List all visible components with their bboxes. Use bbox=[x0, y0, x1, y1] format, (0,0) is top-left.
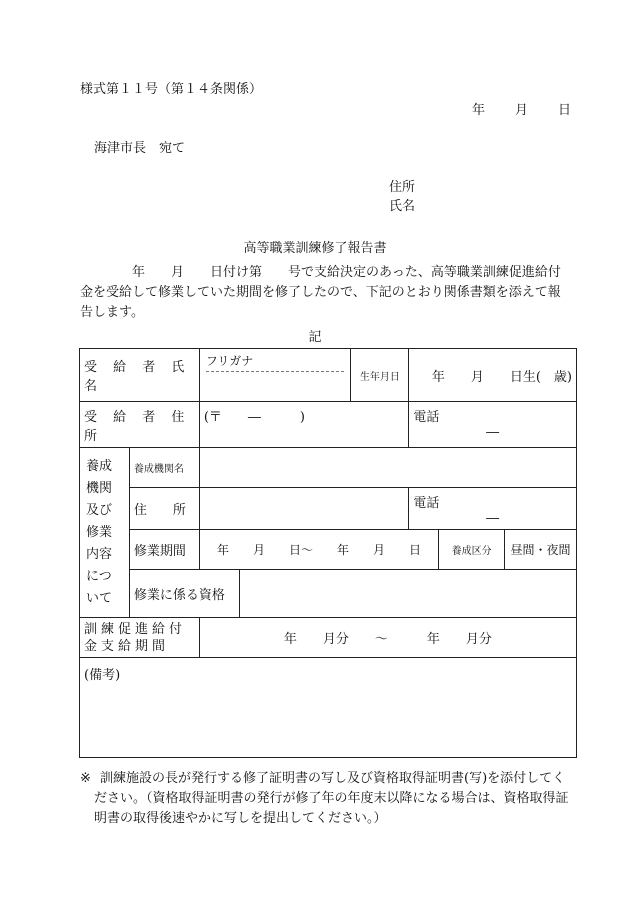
remarks-label: (備考) bbox=[84, 668, 121, 683]
school-phone-dash: ― bbox=[486, 511, 500, 526]
phone-dash: ― bbox=[486, 425, 500, 440]
body-text: 年 月 日付け第 号で支給決定のあった、高等職業訓練促進給付金を受給して修業していた期間を修了したので、下記のとおり関係書類を添えて報告します。 bbox=[80, 265, 561, 320]
school-address-label: 住 所 bbox=[129, 488, 199, 530]
phone-label: 電話 bbox=[413, 410, 440, 425]
form-number: 様式第１１号（第１４条関係） bbox=[80, 82, 263, 97]
applicant-name-label: 氏名 bbox=[389, 199, 416, 214]
school-address-field[interactable] bbox=[199, 488, 409, 530]
period-value[interactable]: 年 月 日～ 年 月 日 bbox=[199, 530, 438, 570]
postal-prefix: (〒 ― ) bbox=[203, 410, 305, 425]
school-name-label: 養成機関名 bbox=[129, 448, 199, 488]
document-title: 高等職業訓練修了報告書 bbox=[243, 241, 387, 256]
benefit-period-label: 訓練促進給付金支給期間 bbox=[80, 618, 200, 658]
training-type-value[interactable]: 昼間・夜間 bbox=[505, 530, 577, 570]
applicant-address-label: 住所 bbox=[389, 180, 416, 195]
qualification-label: 修業に係る資格 bbox=[129, 570, 239, 618]
note-text: 訓練施設の長が発行する修了証明書の写し及び資格取得証明書(写)を添付してください。（資格取得証明書の発行が修了年の年度末以降になる場合は、資格取得証明書の取得後速やかに写しを提出してください。） bbox=[94, 771, 569, 826]
addressee: 海津市長 宛て bbox=[94, 141, 186, 156]
recipient-address-field[interactable] bbox=[199, 402, 409, 448]
date-year: 年 bbox=[472, 103, 486, 118]
furigana-label: フリガナ bbox=[206, 352, 345, 372]
note-mark: ※ bbox=[80, 771, 91, 786]
birthdate-value[interactable]: 年 月 日生( 歳) bbox=[409, 349, 577, 402]
qualification-field[interactable] bbox=[239, 570, 576, 618]
recipient-address-label: 受 給 者 住 所 bbox=[80, 402, 200, 448]
school-phone-label: 電話 bbox=[413, 496, 440, 511]
period-label: 修業期間 bbox=[129, 530, 199, 570]
date-month: 月 bbox=[515, 103, 529, 118]
recipient-name-field[interactable] bbox=[199, 349, 351, 402]
footnote bbox=[80, 769, 570, 829]
remarks-field[interactable] bbox=[80, 658, 577, 758]
benefit-period-value[interactable]: 年 月分 ～ 年 月分 bbox=[199, 618, 576, 658]
report-table bbox=[79, 348, 577, 758]
school-group-label: 養成機関及び修業内容について bbox=[80, 448, 130, 618]
school-phone-field[interactable] bbox=[409, 488, 577, 530]
date-day: 日 bbox=[558, 103, 572, 118]
ki-heading: 記 bbox=[308, 330, 322, 345]
recipient-phone-field[interactable] bbox=[409, 402, 577, 448]
training-type-label: 養成区分 bbox=[439, 530, 505, 570]
birthdate-label: 生年月日 bbox=[351, 349, 409, 402]
school-name-field[interactable] bbox=[199, 448, 576, 488]
recipient-name-label: 受 給 者 氏 名 bbox=[80, 349, 200, 402]
report-date bbox=[472, 99, 571, 118]
